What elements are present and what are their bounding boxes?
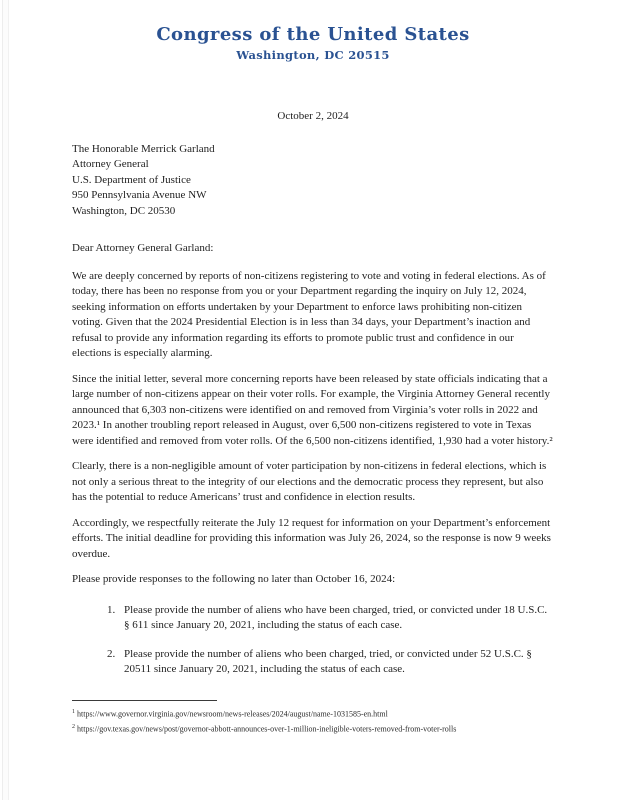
letter-body — [72, 269, 554, 588]
recipient-address-line: Washington, DC 20530 — [72, 204, 176, 217]
footnote-url: https://www.governor.virginia.gov/newsroom/news-releases/2024/august/name-1031585-en.html — [77, 709, 388, 719]
body-paragraph: Since the initial letter, several more concerning reports have been released by state officials indicating that a large number of non-citizens appear on their voter rolls. For example, the Virginia Attorney General recently announced that 6,303 non-citizens were identified on and removed from Virginia’s voter rolls in 2022 and 2023.¹ In another troubling report released in August, over 6,500 non-citizens registered to vote in Texas were identified and removed from voter rolls. Of the 6,500 non-citizens identified, 1,930 had a voter history.² — [72, 372, 553, 447]
recipient-address-line: Attorney General — [72, 158, 149, 170]
footnote-url: https://gov.texas.gov/news/post/governor-abbott-announces-over-1-million-ineligible-voters-removed-from-voter-rolls — [77, 724, 457, 734]
request-item: 2. Please provide the number of aliens who been charged, tried, or convicted under 52 U.S.C. § 20511 since January 20, 2021, including the status of each case. — [118, 647, 554, 678]
recipient-address-block — [72, 142, 554, 220]
letterhead-title: Congress of the United States — [156, 24, 470, 45]
body-paragraph: We are deeply concerned by reports of non-citizens registering to vote and voting in federal elections. As of today, there has been no response from you or your Department regarding the inquiry on July 12, 2024, seeking information on efforts undertaken by your Department to enforce laws prohibiting non-citizen voting. Given that the 2024 Presidential Election is in less than 34 days, your Department’s inaction and refusal to provide any information regarding its efforts to promote public trust and confidence in our elections is especially alarming. — [72, 269, 546, 359]
salutation: Dear Attorney General Garland: — [72, 242, 214, 254]
body-paragraph: Accordingly, we respectfully reiterate the July 12 request for information on your Department’s enforcement efforts. The initial deadline for providing this information was July 26, 2024, so the response is now 9 weeks overdue. — [72, 516, 551, 560]
footnote — [72, 721, 562, 736]
footnote-list — [72, 706, 562, 735]
body-paragraph: Please provide responses to the following no later than October 16, 2024: — [72, 573, 396, 585]
request-list — [72, 603, 554, 678]
recipient-address-line: U.S. Department of Justice — [72, 173, 191, 186]
page-edge-shadow — [2, 0, 9, 800]
footnotes-section — [72, 700, 562, 735]
footnote — [72, 706, 562, 721]
footnote-marker: 2 — [72, 723, 75, 730]
footnote-separator — [72, 700, 217, 701]
letterhead-address: Washington, DC 20515 — [236, 48, 390, 62]
recipient-address-line: 950 Pennsylvania Avenue NW — [72, 189, 207, 201]
body-paragraph: Clearly, there is a non-negligible amount of voter participation by non-citizens in federal elections, which is not only a serious threat to the integrity of our elections and the democratic process they represent, but also has the potential to reduce Americans’ trust and confidence in election results. — [72, 460, 547, 503]
letterhead — [72, 24, 554, 63]
recipient-address-line: The Honorable Merrick Garland — [72, 142, 215, 155]
footnote-marker: 1 — [72, 709, 75, 715]
request-item: 1. Please provide the number of aliens who have been charged, tried, or convicted under 18 U.S.C. § 611 since January 20, 2021, including the status of each case. — [118, 603, 554, 634]
letter-date: October 2, 2024 — [277, 110, 349, 122]
